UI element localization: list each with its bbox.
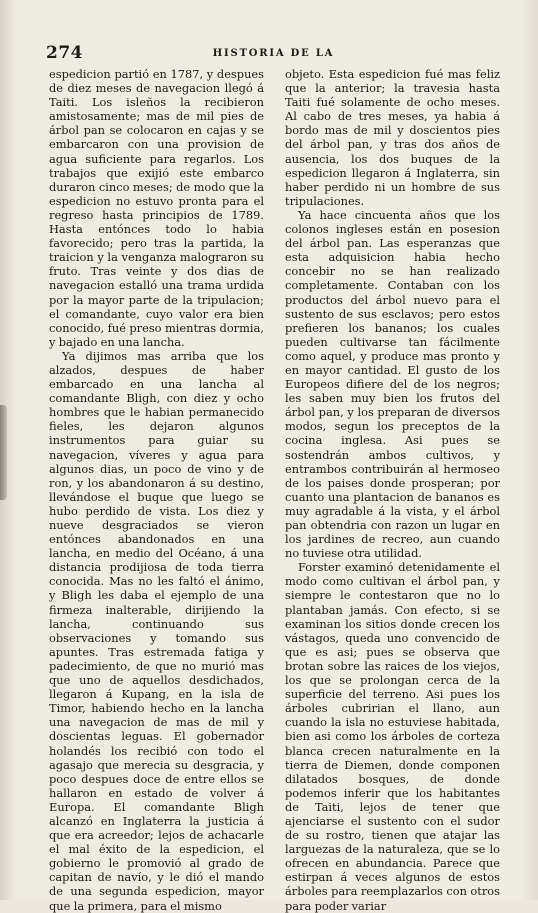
right-text-column <box>285 67 500 913</box>
paragraph: Ya hace cincuenta años que los colonos ingleses están en posesion del árbol pan. Las esperanzas que esta adquisicion habia hecho concebir no se han realizado completamente. Contaban con los productos del árbol nuevo para el sustento de sus esclavos; pero estos prefieren los bananos; los cuales pueden cultivarse tan fácilmente como aquel, y produce mas pronto y en mayor cantidad. El gusto de los Europeos difiere del de los negros; les saben muy bien los frutos del árbol pan, y los preparan de diversos modos, segun los preceptos de la cocina inglesa. Asi pues se sostendrán ambos cultivos, y entrambos contribuirán al hermoseo de los paises donde prosperan; por cuanto una plantacion de bananos es muy agradable á la vista, y el árbol pan obtendria con razon un lugar en los jardines de recreo, aun cuando no tuviese otra utilidad. <box>285 207 500 561</box>
paragraph: objeto. Esta espedicion fué mas feliz que la anterior; la travesia hasta Taiti fué solamente de ocho meses. Al cabo de tres meses, ya habia á bordo mas de mil y doscientos pies del árbol pan, y tras dos años de ausencia, los dos buques de la espedicion llegaron á Inglaterra, sin haber perdido ni un hombre de sus tripulaciones. <box>285 67 500 208</box>
page-number: 274 <box>46 43 83 63</box>
page-header <box>46 43 501 67</box>
paragraph: Ya dijimos mas arriba que los alzados, despues de haber embarcado en una lancha al comandante Bligh, con diez y ocho hombres que le habian permanecido fieles, les dejaron algunos instrumentos para guiar su navegacion, víveres y agua para algunos dias, un poco de vino y de ron, y los abandonaron á su destino, llevándose el buque que luego se hubo perdido de vista. Los diez y nueve desgraciados se vieron entónces abandonados en una lancha, en medio del Océano, á una distancia prodijiosa de toda tierra conocida. Mas no les faltó el ánimo, y Bligh les daba el ejemplo de una firmeza inalterable, dirijiendo la lancha, continuando sus observaciones y tomando sus apuntes. Tras estremada fatiga y padecimiento, de que no murió mas que uno de aquellos desdichados, llegaron á Kupang, en la isla de Timor, habiendo hecho en la lancha una navegacion de mas de mil y doscientas leguas. El gobernador holandés los recibió con todo el agasajo que merecia su desgracia, y poco despues doce de entre ellos se hallaron en estado de volver á Europa. El comandante Bligh alcanzó en Inglaterra la justicia á que era acreedor; lejos de achacarle el mal éxito de la espedicion, el gobierno le promovió al grado de capitan de navío, y le dió el mando de una segunda espedicion, mayor que la primera, para el mismo <box>49 348 264 913</box>
left-text-column <box>49 67 264 913</box>
paragraph: Forster examinó detenidamente el modo como cultivan el árbol pan, y siempre le contestaron que no lo plantaban jamás. Con efecto, si se examinan los sitios donde crecen los vástagos, queda uno convencido de que es asi; pues se observa que brotan sobre las raices de los viejos, los que se prolongan cerca de la superficie del terreno. Asi pues los árboles cubririan el llano, aun cuando la isla no estuviese habitada, bien asi como los árboles de corteza blanca crecen naturalmente en la tierra de Diemen, donde componen dilatados bosques, de donde podemos inferir que los habitantes de Taiti, lejos de tener que ajenciarse el sustento con el sudor de su rostro, tienen que atajar las larguezas de la naturaleza, que se lo ofrecen en abundancia. Parece que estirpan á veces algunos de estos árboles para reemplazarlos con otros para poder variar <box>285 560 500 913</box>
running-title: HISTORIA DE LA <box>212 48 335 59</box>
page-edge-shadow <box>0 405 7 500</box>
paragraph: espedicion partió en 1787, y despues de diez meses de navegacion llegó á Taiti. Los isleños la recibieron amistosamente; mas de mil pies de árbol pan se colocaron en cajas y se embarcaron con una provision de agua suficiente para regarlos. Los trabajos que exijió este embarco duraron cinco meses; de modo que la espedicion no estuvo pronta para el regreso hasta principios de 1789. Hasta entónces todo lo habia favorecido; pero tras la partida, la traicion y la venganza malograron su fruto. Tras veinte y dos dias de navegacion estalló una trama urdida por la mayor parte de la tripulacion; el comandante, cuyo valor era bien conocido, fué preso mientras dormia, y bajado en una lancha. <box>49 67 264 349</box>
